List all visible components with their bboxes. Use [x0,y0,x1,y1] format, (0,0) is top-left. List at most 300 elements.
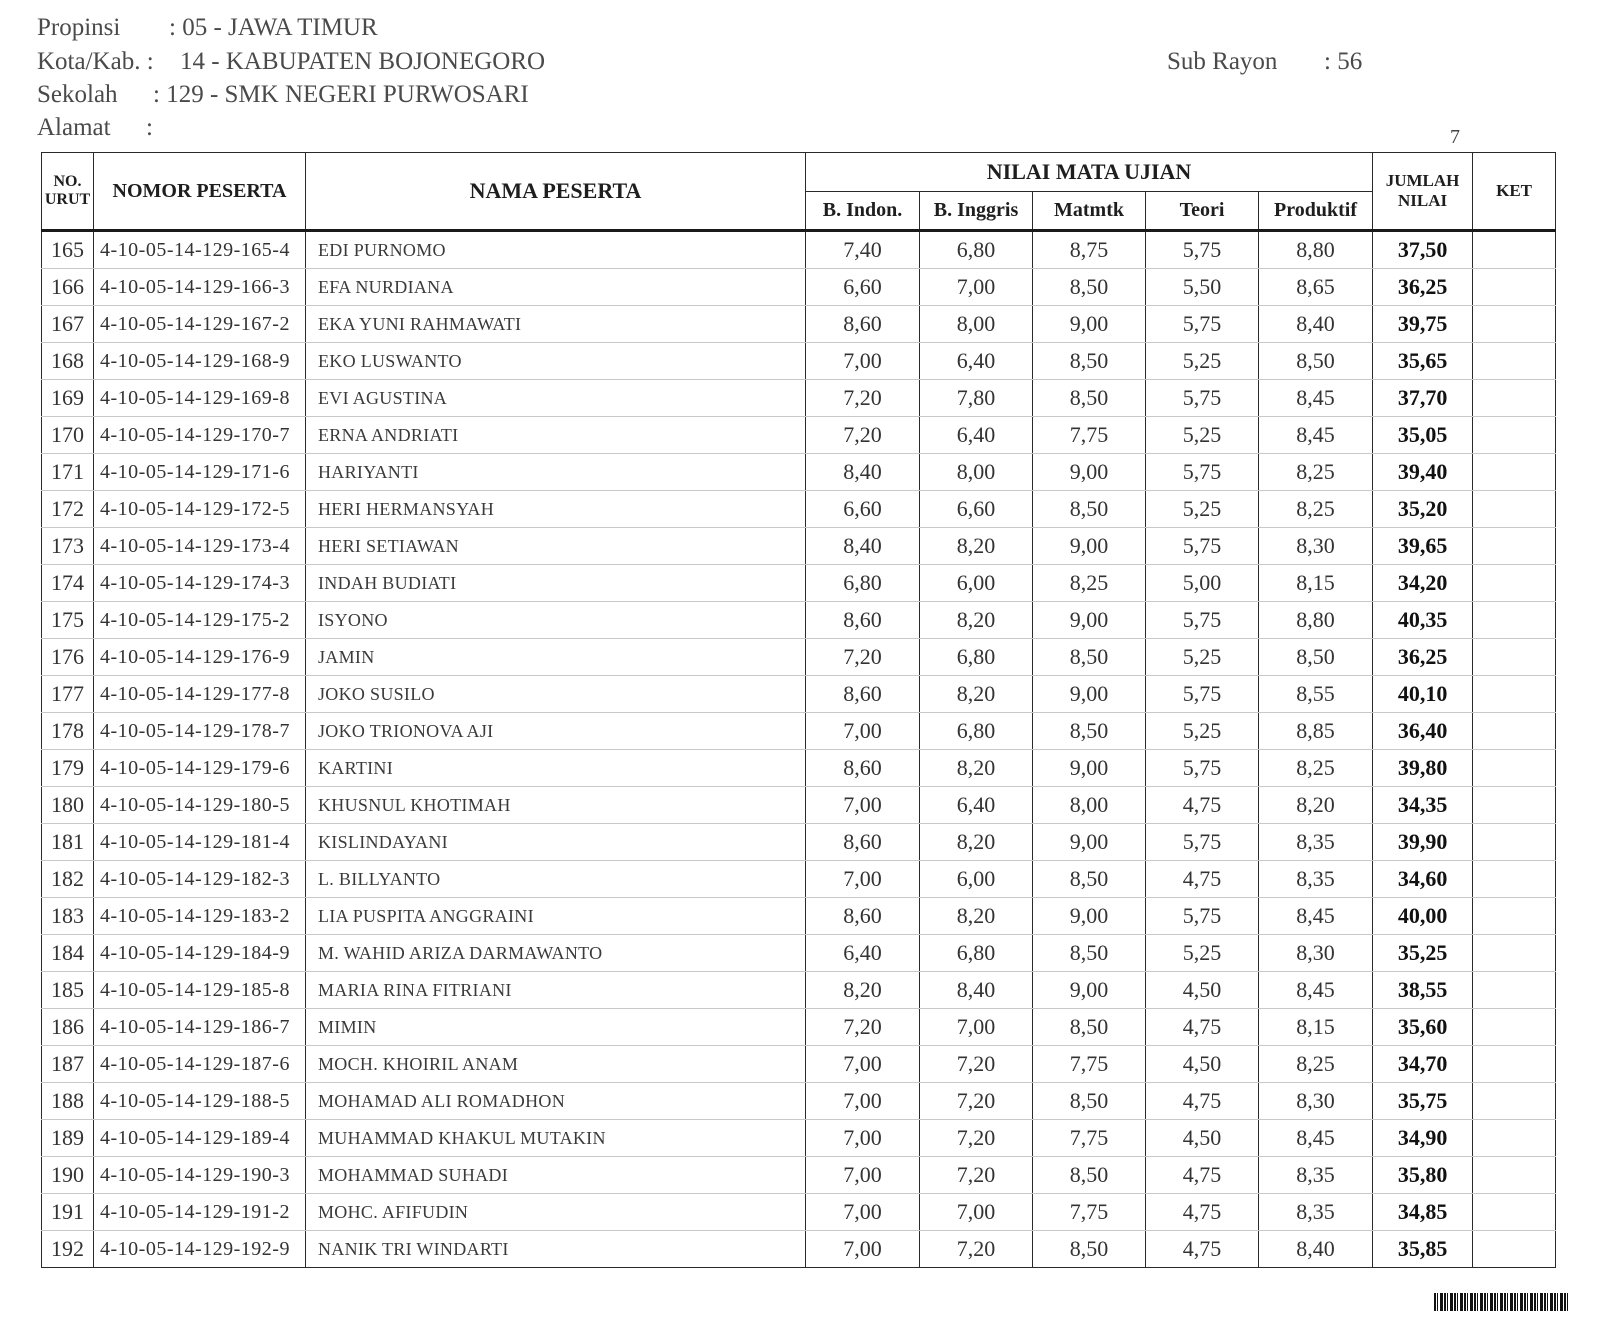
cell-teori: 4,75 [1146,787,1259,824]
cell-matmtk: 8,25 [1033,565,1146,602]
table-row [42,491,1556,528]
cell-b-indon: 8,40 [806,454,920,491]
table-row [42,417,1556,454]
cell-nama-peserta: EFA NURDIANA [306,269,806,306]
cell-nomor-peserta: 4-10-05-14-129-172-5 [94,491,306,528]
cell-jumlah-nilai: 40,35 [1373,602,1473,639]
cell-teori: 5,50 [1146,269,1259,306]
cell-jumlah-nilai: 34,20 [1373,565,1473,602]
cell-teori: 5,25 [1146,713,1259,750]
cell-nama-peserta: M. WAHID ARIZA DARMAWANTO [306,935,806,972]
cell-jumlah-nilai: 35,80 [1373,1157,1473,1194]
cell-nomor-peserta: 4-10-05-14-129-189-4 [94,1120,306,1157]
cell-jumlah-nilai: 34,90 [1373,1120,1473,1157]
cell-matmtk: 8,50 [1033,380,1146,417]
cell-b-indon: 7,00 [806,1083,920,1120]
table-row [42,676,1556,713]
cell-ket [1473,824,1556,861]
table-row [42,713,1556,750]
cell-teori: 5,25 [1146,639,1259,676]
cell-b-inggris: 7,20 [920,1120,1033,1157]
cell-nomor-peserta: 4-10-05-14-129-180-5 [94,787,306,824]
cell-produktif: 8,50 [1259,343,1373,380]
cell-no-urut: 183 [42,898,94,935]
table-row [42,861,1556,898]
cell-produktif: 8,25 [1259,1046,1373,1083]
cell-no-urut: 181 [42,824,94,861]
cell-nomor-peserta: 4-10-05-14-129-185-8 [94,972,306,1009]
cell-nama-peserta: MOCH. KHOIRIL ANAM [306,1046,806,1083]
cell-produktif: 8,35 [1259,1194,1373,1231]
cell-b-indon: 7,00 [806,1046,920,1083]
cell-produktif: 8,55 [1259,676,1373,713]
cell-b-indon: 7,00 [806,1120,920,1157]
subrayon-line [1167,48,1362,76]
cell-b-indon: 8,60 [806,824,920,861]
cell-ket [1473,491,1556,528]
cell-b-indon: 7,00 [806,343,920,380]
header-teori: Teori [1146,192,1259,231]
alamat-value: : [146,114,153,141]
cell-teori: 4,75 [1146,1009,1259,1046]
cell-matmtk: 8,50 [1033,1009,1146,1046]
cell-jumlah-nilai: 40,00 [1373,898,1473,935]
cell-nama-peserta: INDAH BUDIATI [306,565,806,602]
cell-produktif: 8,35 [1259,1157,1373,1194]
table-row [42,639,1556,676]
cell-nomor-peserta: 4-10-05-14-129-188-5 [94,1083,306,1120]
cell-teori: 4,50 [1146,972,1259,1009]
cell-produktif: 8,40 [1259,1231,1373,1268]
cell-b-inggris: 7,20 [920,1046,1033,1083]
table-row [42,1120,1556,1157]
cell-b-inggris: 6,40 [920,787,1033,824]
cell-matmtk: 7,75 [1033,1194,1146,1231]
header-nama-peserta: NAMA PESERTA [306,153,806,231]
cell-teori: 4,75 [1146,1083,1259,1120]
cell-nomor-peserta: 4-10-05-14-129-187-6 [94,1046,306,1083]
cell-matmtk: 8,50 [1033,861,1146,898]
table-row [42,1231,1556,1268]
cell-teori: 4,50 [1146,1046,1259,1083]
cell-nomor-peserta: 4-10-05-14-129-175-2 [94,602,306,639]
table-row [42,750,1556,787]
header-nilai-mata-ujian: NILAI MATA UJIAN [806,153,1373,192]
sekolah-label: Sekolah [37,81,118,108]
cell-nama-peserta: MOHAMMAD SUHADI [306,1157,806,1194]
cell-jumlah-nilai: 34,35 [1373,787,1473,824]
cell-jumlah-nilai: 39,40 [1373,454,1473,491]
cell-jumlah-nilai: 36,25 [1373,269,1473,306]
cell-b-inggris: 8,00 [920,306,1033,343]
table-row [42,787,1556,824]
cell-matmtk: 9,00 [1033,528,1146,565]
cell-no-urut: 175 [42,602,94,639]
cell-b-inggris: 7,00 [920,1009,1033,1046]
cell-no-urut: 178 [42,713,94,750]
cell-matmtk: 9,00 [1033,750,1146,787]
cell-b-inggris: 7,00 [920,1194,1033,1231]
cell-no-urut: 192 [42,1231,94,1268]
cell-nomor-peserta: 4-10-05-14-129-178-7 [94,713,306,750]
cell-matmtk: 7,75 [1033,1120,1146,1157]
cell-jumlah-nilai: 35,75 [1373,1083,1473,1120]
table-body [42,231,1556,1268]
cell-nama-peserta: JAMIN [306,639,806,676]
cell-nomor-peserta: 4-10-05-14-129-168-9 [94,343,306,380]
cell-b-inggris: 6,60 [920,491,1033,528]
cell-ket [1473,454,1556,491]
cell-jumlah-nilai: 39,65 [1373,528,1473,565]
propinsi-value: : 05 - JAWA TIMUR [169,14,378,41]
cell-matmtk: 7,75 [1033,417,1146,454]
cell-matmtk: 8,50 [1033,935,1146,972]
cell-nama-peserta: EKO LUSWANTO [306,343,806,380]
table-row [42,1194,1556,1231]
cell-b-indon: 8,60 [806,306,920,343]
page-number: 7 [1450,126,1460,148]
cell-nomor-peserta: 4-10-05-14-129-186-7 [94,1009,306,1046]
cell-produktif: 8,15 [1259,1009,1373,1046]
cell-b-inggris: 6,80 [920,713,1033,750]
cell-jumlah-nilai: 34,60 [1373,861,1473,898]
cell-jumlah-nilai: 39,90 [1373,824,1473,861]
cell-jumlah-nilai: 39,75 [1373,306,1473,343]
cell-teori: 5,25 [1146,343,1259,380]
cell-nomor-peserta: 4-10-05-14-129-183-2 [94,898,306,935]
cell-b-indon: 8,60 [806,602,920,639]
cell-no-urut: 185 [42,972,94,1009]
cell-b-indon: 7,00 [806,713,920,750]
cell-b-indon: 7,00 [806,1194,920,1231]
cell-matmtk: 9,00 [1033,972,1146,1009]
cell-b-indon: 7,40 [806,231,920,269]
table-row [42,528,1556,565]
table-row [42,898,1556,935]
cell-no-urut: 191 [42,1194,94,1231]
cell-produktif: 8,80 [1259,231,1373,269]
cell-no-urut: 171 [42,454,94,491]
cell-produktif: 8,50 [1259,639,1373,676]
cell-nama-peserta: KHUSNUL KHOTIMAH [306,787,806,824]
cell-matmtk: 8,75 [1033,231,1146,269]
cell-produktif: 8,20 [1259,787,1373,824]
cell-matmtk: 9,00 [1033,898,1146,935]
sekolah-line [37,81,529,109]
cell-nomor-peserta: 4-10-05-14-129-192-9 [94,1231,306,1268]
table-row [42,306,1556,343]
cell-ket [1473,861,1556,898]
cell-nomor-peserta: 4-10-05-14-129-171-6 [94,454,306,491]
cell-no-urut: 172 [42,491,94,528]
cell-produktif: 8,30 [1259,528,1373,565]
cell-no-urut: 165 [42,231,94,269]
cell-nomor-peserta: 4-10-05-14-129-182-3 [94,861,306,898]
cell-teori: 5,75 [1146,380,1259,417]
table-row [42,1009,1556,1046]
cell-nama-peserta: JOKO TRIONOVA AJI [306,713,806,750]
cell-nama-peserta: L. BILLYANTO [306,861,806,898]
cell-ket [1473,676,1556,713]
cell-no-urut: 174 [42,565,94,602]
cell-ket [1473,1231,1556,1268]
cell-nama-peserta: EDI PURNOMO [306,231,806,269]
cell-jumlah-nilai: 37,70 [1373,380,1473,417]
cell-ket [1473,639,1556,676]
cell-ket [1473,1194,1556,1231]
cell-ket [1473,417,1556,454]
subrayon-label: Sub Rayon [1167,48,1278,75]
cell-teori: 5,25 [1146,491,1259,528]
cell-ket [1473,972,1556,1009]
cell-ket [1473,898,1556,935]
cell-no-urut: 167 [42,306,94,343]
cell-ket [1473,1009,1556,1046]
cell-produktif: 8,35 [1259,861,1373,898]
header-matmtk: Matmtk [1033,192,1146,231]
cell-b-inggris: 6,80 [920,935,1033,972]
cell-nama-peserta: ISYONO [306,602,806,639]
cell-b-indon: 6,80 [806,565,920,602]
cell-jumlah-nilai: 35,25 [1373,935,1473,972]
cell-nomor-peserta: 4-10-05-14-129-190-3 [94,1157,306,1194]
cell-b-indon: 8,60 [806,676,920,713]
cell-ket [1473,1046,1556,1083]
cell-ket [1473,1157,1556,1194]
cell-teori: 5,25 [1146,417,1259,454]
cell-nama-peserta: ERNA ANDRIATI [306,417,806,454]
cell-b-indon: 8,20 [806,972,920,1009]
header-jumlah-nilai: JUMLAH NILAI [1373,153,1473,231]
cell-matmtk: 9,00 [1033,676,1146,713]
cell-no-urut: 186 [42,1009,94,1046]
alamat-label: Alamat [37,114,111,141]
cell-nomor-peserta: 4-10-05-14-129-167-2 [94,306,306,343]
cell-no-urut: 168 [42,343,94,380]
cell-produktif: 8,80 [1259,602,1373,639]
cell-matmtk: 8,50 [1033,491,1146,528]
cell-no-urut: 188 [42,1083,94,1120]
cell-b-indon: 7,00 [806,1231,920,1268]
cell-b-inggris: 8,20 [920,898,1033,935]
cell-nomor-peserta: 4-10-05-14-129-176-9 [94,639,306,676]
cell-b-inggris: 8,20 [920,528,1033,565]
cell-matmtk: 8,50 [1033,713,1146,750]
cell-nomor-peserta: 4-10-05-14-129-184-9 [94,935,306,972]
cell-matmtk: 9,00 [1033,602,1146,639]
cell-matmtk: 8,50 [1033,1083,1146,1120]
header-no-urut: NO. URUT [42,153,94,231]
cell-produktif: 8,85 [1259,713,1373,750]
cell-matmtk: 8,50 [1033,639,1146,676]
cell-jumlah-nilai: 38,55 [1373,972,1473,1009]
propinsi-label: Propinsi [37,14,121,41]
cell-teori: 5,00 [1146,565,1259,602]
cell-matmtk: 9,00 [1033,824,1146,861]
cell-ket [1473,750,1556,787]
table-row [42,454,1556,491]
cell-nama-peserta: HARIYANTI [306,454,806,491]
cell-ket [1473,713,1556,750]
cell-b-indon: 6,60 [806,491,920,528]
cell-no-urut: 169 [42,380,94,417]
barcode [1434,1293,1570,1311]
cell-no-urut: 166 [42,269,94,306]
cell-matmtk: 8,50 [1033,1231,1146,1268]
cell-teori: 5,75 [1146,898,1259,935]
cell-produktif: 8,15 [1259,565,1373,602]
cell-b-indon: 6,40 [806,935,920,972]
cell-ket [1473,787,1556,824]
cell-no-urut: 173 [42,528,94,565]
cell-produktif: 8,30 [1259,935,1373,972]
header-ket: KET [1473,153,1556,231]
cell-b-inggris: 8,00 [920,454,1033,491]
cell-teori: 5,75 [1146,306,1259,343]
kota-label: Kota/Kab. : [37,48,154,75]
cell-nama-peserta: MARIA RINA FITRIANI [306,972,806,1009]
table-row [42,1083,1556,1120]
cell-b-inggris: 6,00 [920,565,1033,602]
cell-b-indon: 7,00 [806,1157,920,1194]
cell-b-indon: 8,60 [806,898,920,935]
cell-matmtk: 9,00 [1033,454,1146,491]
cell-matmtk: 7,75 [1033,1046,1146,1083]
propinsi-line [37,14,378,42]
table-row [42,935,1556,972]
cell-teori: 5,75 [1146,454,1259,491]
cell-b-inggris: 8,20 [920,750,1033,787]
cell-b-indon: 7,20 [806,639,920,676]
table-row [42,1046,1556,1083]
cell-nama-peserta: HERI SETIAWAN [306,528,806,565]
table-row [42,565,1556,602]
cell-b-inggris: 8,20 [920,676,1033,713]
cell-b-indon: 7,00 [806,861,920,898]
table-row [42,231,1556,269]
table-row [42,343,1556,380]
alamat-line [37,114,153,142]
cell-produktif: 8,35 [1259,824,1373,861]
cell-b-inggris: 6,80 [920,639,1033,676]
cell-b-inggris: 7,20 [920,1083,1033,1120]
cell-nama-peserta: NANIK TRI WINDARTI [306,1231,806,1268]
kota-value: 14 - KABUPATEN BOJONEGORO [180,48,546,75]
table-row [42,824,1556,861]
cell-produktif: 8,25 [1259,491,1373,528]
cell-nomor-peserta: 4-10-05-14-129-169-8 [94,380,306,417]
header-b-inggris: B. Inggris [920,192,1033,231]
cell-nomor-peserta: 4-10-05-14-129-170-7 [94,417,306,454]
cell-jumlah-nilai: 35,05 [1373,417,1473,454]
cell-nomor-peserta: 4-10-05-14-129-173-4 [94,528,306,565]
cell-teori: 4,50 [1146,1120,1259,1157]
cell-produktif: 8,65 [1259,269,1373,306]
cell-nama-peserta: KARTINI [306,750,806,787]
cell-nama-peserta: MIMIN [306,1009,806,1046]
cell-jumlah-nilai: 36,40 [1373,713,1473,750]
cell-teori: 4,75 [1146,1194,1259,1231]
cell-b-inggris: 7,20 [920,1157,1033,1194]
header-produktif: Produktif [1259,192,1373,231]
subrayon-value: : 56 [1324,48,1363,75]
table-row [42,972,1556,1009]
cell-b-inggris: 7,00 [920,269,1033,306]
cell-b-inggris: 8,20 [920,824,1033,861]
cell-b-indon: 7,20 [806,417,920,454]
cell-b-inggris: 8,40 [920,972,1033,1009]
cell-nama-peserta: EKA YUNI RAHMAWATI [306,306,806,343]
cell-no-urut: 184 [42,935,94,972]
cell-b-indon: 7,20 [806,380,920,417]
cell-ket [1473,269,1556,306]
cell-produktif: 8,25 [1259,454,1373,491]
cell-ket [1473,935,1556,972]
cell-nama-peserta: MUHAMMAD KHAKUL MUTAKIN [306,1120,806,1157]
cell-matmtk: 8,50 [1033,343,1146,380]
cell-jumlah-nilai: 35,20 [1373,491,1473,528]
cell-nama-peserta: JOKO SUSILO [306,676,806,713]
cell-jumlah-nilai: 35,65 [1373,343,1473,380]
cell-nama-peserta: MOHAMAD ALI ROMADHON [306,1083,806,1120]
cell-teori: 5,75 [1146,824,1259,861]
table-row [42,602,1556,639]
cell-no-urut: 182 [42,861,94,898]
cell-teori: 5,75 [1146,231,1259,269]
cell-nama-peserta: HERI HERMANSYAH [306,491,806,528]
cell-produktif: 8,30 [1259,1083,1373,1120]
cell-jumlah-nilai: 34,85 [1373,1194,1473,1231]
cell-produktif: 8,45 [1259,417,1373,454]
cell-nomor-peserta: 4-10-05-14-129-177-8 [94,676,306,713]
cell-b-indon: 7,00 [806,787,920,824]
cell-nama-peserta: LIA PUSPITA ANGGRAINI [306,898,806,935]
header-nomor-peserta: NOMOR PESERTA [94,153,306,231]
cell-no-urut: 176 [42,639,94,676]
cell-no-urut: 177 [42,676,94,713]
cell-nama-peserta: EVI AGUSTINA [306,380,806,417]
cell-b-inggris: 8,20 [920,602,1033,639]
cell-ket [1473,306,1556,343]
cell-no-urut: 189 [42,1120,94,1157]
cell-ket [1473,565,1556,602]
cell-nomor-peserta: 4-10-05-14-129-165-4 [94,231,306,269]
cell-teori: 5,25 [1146,935,1259,972]
cell-b-indon: 8,40 [806,528,920,565]
cell-ket [1473,231,1556,269]
cell-matmtk: 9,00 [1033,306,1146,343]
table-row [42,380,1556,417]
cell-ket [1473,602,1556,639]
cell-no-urut: 180 [42,787,94,824]
cell-no-urut: 190 [42,1157,94,1194]
cell-nomor-peserta: 4-10-05-14-129-191-2 [94,1194,306,1231]
sekolah-value: : 129 - SMK NEGERI PURWOSARI [153,81,529,108]
cell-matmtk: 8,00 [1033,787,1146,824]
cell-b-inggris: 7,20 [920,1231,1033,1268]
cell-teori: 4,75 [1146,1157,1259,1194]
cell-teori: 5,75 [1146,528,1259,565]
cell-produktif: 8,45 [1259,1120,1373,1157]
cell-nama-peserta: KISLINDAYANI [306,824,806,861]
cell-b-indon: 6,60 [806,269,920,306]
cell-nomor-peserta: 4-10-05-14-129-174-3 [94,565,306,602]
cell-matmtk: 8,50 [1033,1157,1146,1194]
cell-nomor-peserta: 4-10-05-14-129-179-6 [94,750,306,787]
cell-no-urut: 170 [42,417,94,454]
cell-nomor-peserta: 4-10-05-14-129-181-4 [94,824,306,861]
cell-teori: 5,75 [1146,750,1259,787]
